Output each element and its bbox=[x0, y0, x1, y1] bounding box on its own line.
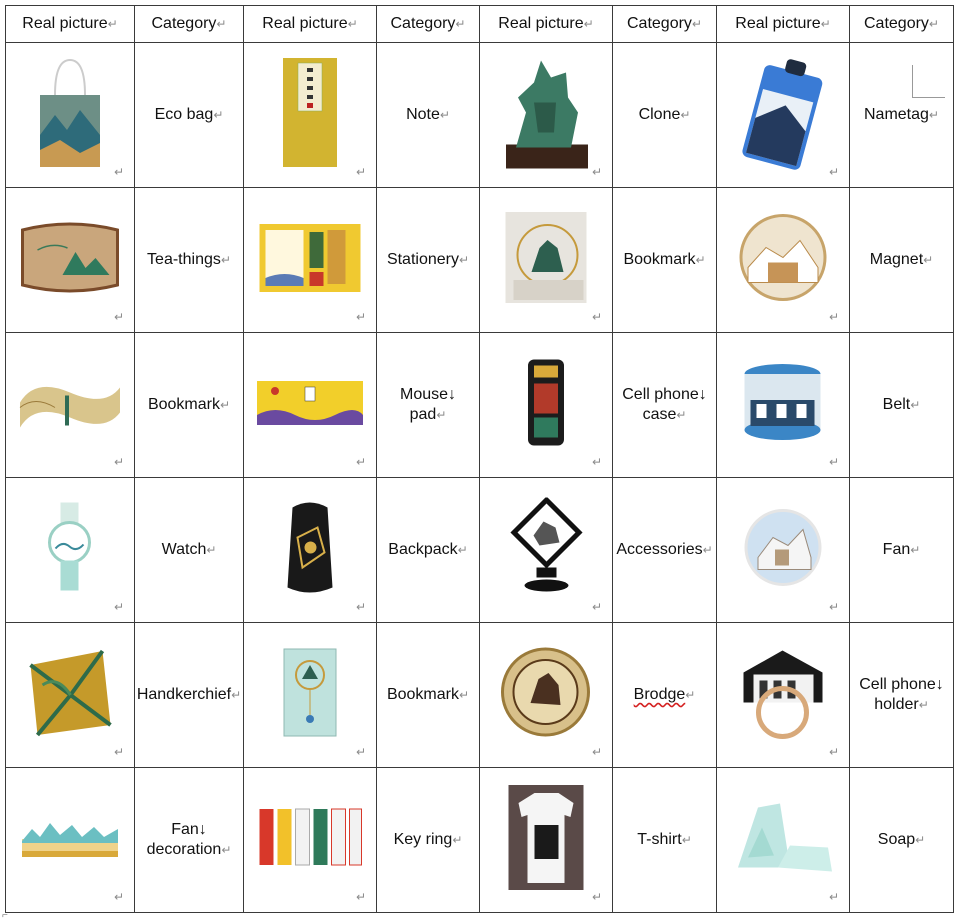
return-mark: ↵ bbox=[113, 745, 124, 759]
category-cell bbox=[850, 478, 954, 623]
header-row bbox=[6, 6, 954, 43]
category-cell bbox=[613, 333, 717, 478]
t-shirt-photo bbox=[509, 785, 584, 895]
category-cell bbox=[135, 623, 244, 768]
picture-cell bbox=[480, 43, 613, 188]
return-mark: ↵ bbox=[458, 688, 470, 702]
return-mark: ↵ bbox=[928, 108, 939, 122]
return-mark: ↵ bbox=[439, 108, 450, 122]
category-cell bbox=[135, 478, 244, 623]
return-mark: ↵ bbox=[355, 600, 366, 614]
picture-cell bbox=[480, 188, 613, 333]
category-cell bbox=[377, 43, 480, 188]
category-label: T-shirt bbox=[637, 831, 682, 848]
table-row bbox=[6, 43, 954, 188]
nametag-photo bbox=[733, 55, 833, 175]
return-mark: ↵ bbox=[457, 543, 468, 557]
key-ring-photo bbox=[258, 805, 363, 875]
product-table bbox=[5, 5, 954, 913]
cell-corner-marker bbox=[912, 65, 945, 98]
category-label: Watch bbox=[161, 541, 207, 558]
return-mark: ↵ bbox=[458, 253, 470, 267]
category-label: Key ring bbox=[393, 831, 453, 848]
return-mark: ↵ bbox=[910, 543, 921, 557]
return-mark: ↵ bbox=[591, 310, 602, 324]
category-label: Brodge bbox=[633, 686, 686, 703]
category-cell bbox=[377, 333, 480, 478]
table-row bbox=[6, 188, 954, 333]
handkerchief-photo bbox=[23, 645, 118, 745]
picture-cell bbox=[480, 333, 613, 478]
brodge-photo bbox=[499, 645, 594, 745]
header-category: Category↵ bbox=[613, 6, 717, 43]
note-photo bbox=[280, 55, 340, 175]
category-cell bbox=[377, 188, 480, 333]
table-row bbox=[6, 623, 954, 768]
picture-cell bbox=[717, 623, 850, 768]
magnet-photo bbox=[738, 213, 828, 308]
return-mark: ↵ bbox=[828, 455, 839, 469]
return-mark: ↵ bbox=[702, 543, 713, 557]
category-cell bbox=[850, 188, 954, 333]
category-label: Tea-things bbox=[147, 251, 221, 268]
table-row bbox=[6, 478, 954, 623]
clone-photo bbox=[496, 53, 596, 178]
bookmark-a-photo bbox=[504, 210, 589, 310]
header-real-picture: Real picture↵ bbox=[244, 6, 377, 43]
picture-cell bbox=[244, 478, 377, 623]
category-label: Clone bbox=[638, 106, 681, 123]
category-label: Eco bag bbox=[154, 106, 214, 123]
return-mark: ↵ bbox=[591, 455, 602, 469]
return-mark: ↵ bbox=[113, 890, 124, 904]
picture-cell bbox=[244, 188, 377, 333]
return-mark: ↵ bbox=[681, 833, 692, 847]
tea-things-photo bbox=[18, 220, 123, 300]
category-cell bbox=[135, 768, 244, 913]
category-label: Handkerchief bbox=[136, 686, 232, 703]
return-mark: ↵ bbox=[355, 165, 366, 179]
category-cell bbox=[613, 188, 717, 333]
header-real-picture: Real picture↵ bbox=[6, 6, 135, 43]
category-label: Cell phone↓ case bbox=[622, 386, 707, 423]
category-label: Cell phone↓ holder bbox=[859, 676, 944, 713]
category-label: Fan↓ decoration bbox=[146, 821, 222, 858]
category-label: Mouse↓ pad bbox=[399, 386, 457, 423]
return-mark: ↵ bbox=[676, 408, 687, 422]
accessories-photo bbox=[504, 498, 589, 603]
return-mark: ↵ bbox=[591, 600, 602, 614]
category-cell bbox=[135, 188, 244, 333]
category-label: Belt bbox=[882, 396, 911, 413]
picture-cell bbox=[6, 478, 135, 623]
header-category: Category↵ bbox=[850, 6, 954, 43]
header-category: Category↵ bbox=[377, 6, 480, 43]
return-mark: ↵ bbox=[915, 833, 926, 847]
return-mark: ↵ bbox=[213, 108, 224, 122]
return-mark: ↵ bbox=[355, 890, 366, 904]
return-mark: ↵ bbox=[219, 398, 231, 412]
eco-bag-photo bbox=[35, 55, 105, 175]
category-cell bbox=[377, 768, 480, 913]
soap-photo bbox=[728, 798, 838, 883]
header-category: Category↵ bbox=[135, 6, 244, 43]
header-real-picture: Real picture↵ bbox=[480, 6, 613, 43]
picture-cell bbox=[244, 623, 377, 768]
return-mark: ↵ bbox=[206, 543, 217, 557]
picture-cell bbox=[244, 43, 377, 188]
picture-cell bbox=[6, 768, 135, 913]
return-mark: ↵ bbox=[828, 890, 839, 904]
return-mark: ↵ bbox=[436, 408, 447, 422]
phone-holder-photo bbox=[736, 643, 831, 748]
return-mark: ↵ bbox=[828, 165, 839, 179]
belt-photo bbox=[741, 360, 826, 450]
category-cell bbox=[613, 768, 717, 913]
return-mark: ↵ bbox=[828, 745, 839, 759]
return-mark: ↵ bbox=[355, 310, 366, 324]
picture-cell bbox=[6, 333, 135, 478]
return-mark: ↵ bbox=[828, 310, 839, 324]
category-cell bbox=[377, 623, 480, 768]
category-label: Fan bbox=[882, 541, 911, 558]
return-mark: ↵ bbox=[910, 398, 921, 412]
picture-cell bbox=[480, 623, 613, 768]
return-mark: ↵ bbox=[220, 253, 231, 267]
category-cell bbox=[135, 333, 244, 478]
category-cell bbox=[613, 623, 717, 768]
return-mark: ↵ bbox=[355, 455, 366, 469]
picture-cell bbox=[717, 188, 850, 333]
return-mark: ↵ bbox=[695, 253, 706, 267]
category-cell bbox=[377, 478, 480, 623]
return-mark: ↵ bbox=[113, 310, 124, 324]
return-mark: ↵ bbox=[452, 833, 463, 847]
bookmark-b-photo bbox=[15, 368, 125, 443]
return-mark: ↵ bbox=[113, 165, 124, 179]
return-mark: ↵ bbox=[591, 165, 602, 179]
category-cell bbox=[850, 43, 954, 188]
return-mark: ↵ bbox=[923, 253, 934, 267]
picture-cell bbox=[717, 768, 850, 913]
return-mark: ↵ bbox=[918, 698, 929, 712]
backpack-photo bbox=[283, 498, 338, 603]
picture-cell bbox=[6, 623, 135, 768]
picture-cell bbox=[244, 768, 377, 913]
category-cell bbox=[135, 43, 244, 188]
picture-cell bbox=[6, 188, 135, 333]
return-mark: ↵ bbox=[231, 688, 242, 702]
fan-photo bbox=[743, 508, 823, 593]
category-cell bbox=[850, 333, 954, 478]
mouse-pad-photo bbox=[255, 375, 365, 435]
watch-photo bbox=[48, 503, 93, 598]
fan-decoration-photo bbox=[20, 815, 120, 865]
header-real-picture: Real picture↵ bbox=[717, 6, 850, 43]
return-mark: ↵ bbox=[591, 890, 602, 904]
category-label: Magnet bbox=[869, 251, 924, 268]
bookmark-c-photo bbox=[280, 645, 340, 745]
picture-cell bbox=[717, 43, 850, 188]
phone-case-photo bbox=[526, 358, 566, 453]
category-cell bbox=[613, 478, 717, 623]
category-label: Nametag bbox=[864, 106, 929, 123]
picture-cell bbox=[717, 333, 850, 478]
category-cell bbox=[850, 768, 954, 913]
picture-cell bbox=[717, 478, 850, 623]
picture-cell bbox=[480, 768, 613, 913]
return-mark: ↵ bbox=[680, 108, 691, 122]
category-label: Accessories bbox=[616, 541, 703, 558]
category-cell bbox=[850, 623, 954, 768]
picture-cell bbox=[480, 478, 613, 623]
return-mark: ↵ bbox=[113, 455, 124, 469]
category-label: Soap bbox=[877, 831, 916, 848]
return-mark: ↵ bbox=[113, 600, 124, 614]
stationery-photo bbox=[258, 220, 363, 300]
return-mark: ↵ bbox=[591, 745, 602, 759]
picture-cell bbox=[244, 333, 377, 478]
return-mark: ↵ bbox=[221, 843, 232, 857]
category-cell bbox=[613, 43, 717, 188]
category-label: Bookmark bbox=[147, 396, 220, 413]
return-mark: ↵ bbox=[685, 688, 696, 702]
paragraph-mark: ⌐ bbox=[2, 910, 8, 921]
category-label: Bookmark bbox=[623, 251, 696, 268]
return-mark: ↵ bbox=[355, 745, 366, 759]
return-mark: ↵ bbox=[828, 600, 839, 614]
picture-cell bbox=[6, 43, 135, 188]
category-label: Backpack bbox=[388, 541, 458, 558]
category-label: Bookmark bbox=[386, 686, 459, 703]
category-label: Stationery bbox=[386, 251, 459, 268]
table-row bbox=[6, 333, 954, 478]
table-row bbox=[6, 768, 954, 913]
category-label: Note bbox=[406, 106, 440, 123]
